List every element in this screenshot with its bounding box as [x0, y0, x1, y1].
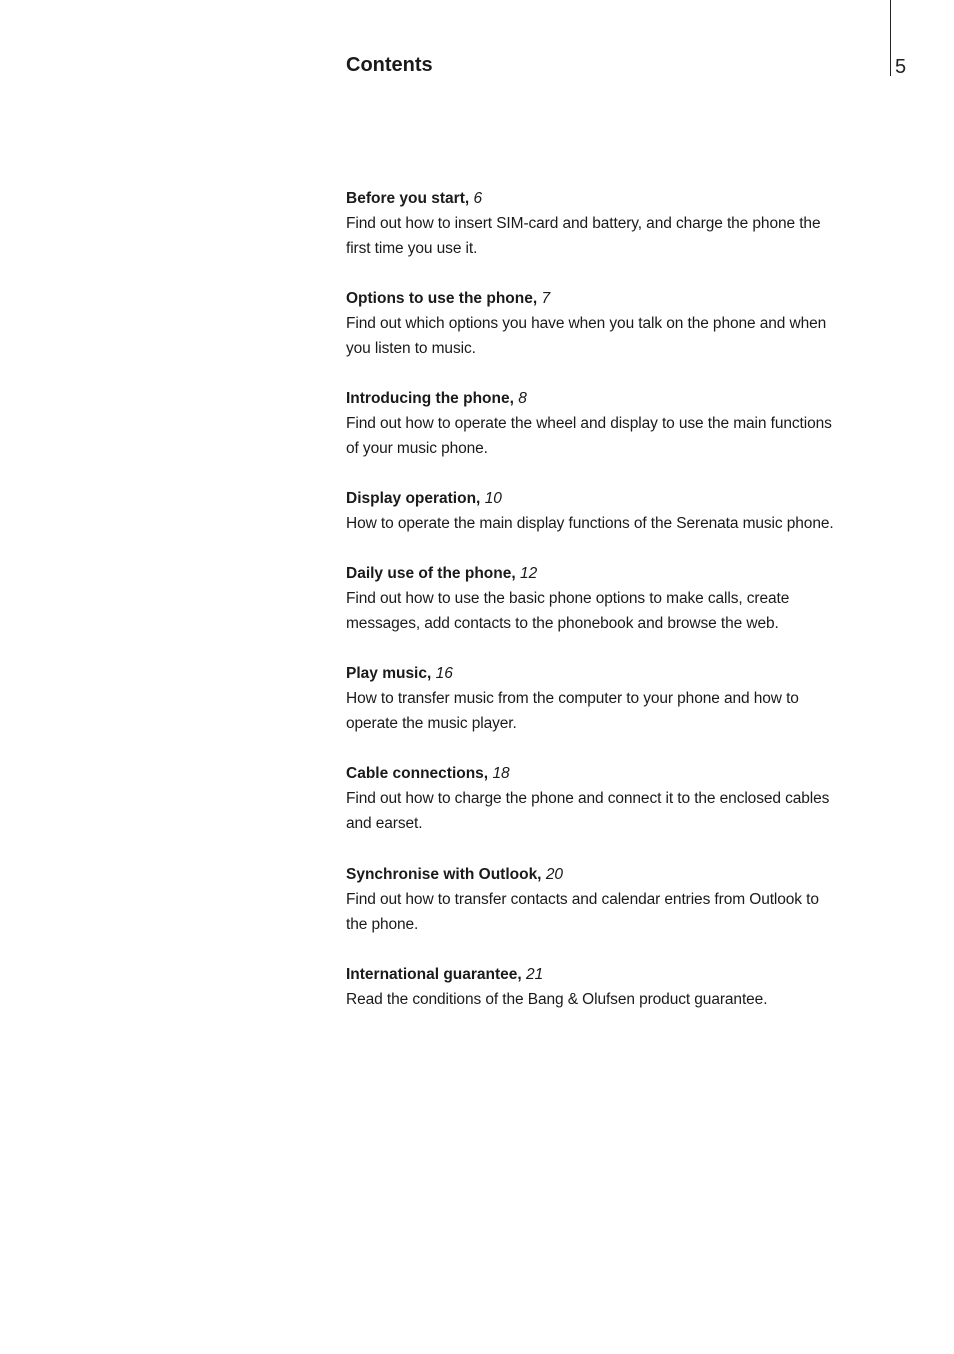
toc-entry: [346, 286, 906, 361]
entry-description-line: and earset.: [346, 815, 423, 832]
entry-page-number: 7: [541, 290, 551, 307]
entry-description-line: Find out which options you have when you talk on the phone and when: [346, 315, 827, 332]
entry-description-line: Find out how to transfer contacts and calendar entries from Outlook to: [346, 891, 819, 908]
entry-title-text: Play music,: [346, 665, 432, 682]
toc-entry-title: [346, 761, 906, 786]
page-number: 5: [895, 56, 907, 78]
entry-title-text: Daily use of the phone,: [346, 565, 516, 582]
entry-description-line: of your music phone.: [346, 440, 488, 457]
entry-title-text: Introducing the phone,: [346, 390, 514, 407]
entry-page-number: 16: [435, 665, 453, 682]
toc-entry-title: [346, 661, 906, 686]
toc-entry-title: [346, 862, 906, 887]
entry-title-text: Cable connections,: [346, 765, 489, 782]
toc-entry-title: [346, 486, 906, 511]
toc-entry: [346, 561, 906, 636]
entry-page-number: 21: [526, 966, 544, 983]
toc-entry-title: [346, 561, 906, 586]
toc-entry-title: [346, 962, 906, 987]
entry-title-text: Before you start,: [346, 190, 470, 207]
page-title: Contents: [346, 54, 433, 76]
entry-title-text: Display operation,: [346, 490, 481, 507]
entry-page-number: 6: [473, 190, 483, 207]
entry-description-line: Find out how to use the basic phone options to make calls, create: [346, 590, 790, 607]
toc-entry: [346, 761, 906, 836]
entry-description-line: Read the conditions of the Bang & Olufsen product guarantee.: [346, 991, 768, 1008]
entry-description-line: Find out how to insert SIM-card and battery, and charge the phone the: [346, 215, 821, 232]
entry-page-number: 10: [484, 490, 502, 507]
toc-entry-title: [346, 386, 906, 411]
entry-description-line: Find out how to operate the wheel and display to use the main functions: [346, 415, 832, 432]
entry-description-line: you listen to music.: [346, 340, 476, 357]
toc-entry: [346, 186, 906, 261]
entry-description-line: messages, add contacts to the phonebook and browse the web.: [346, 615, 779, 632]
entry-description-line: How to operate the main display functions of the Serenata music phone.: [346, 515, 834, 532]
entry-description-line: operate the music player.: [346, 715, 517, 732]
entry-description-line: first time you use it.: [346, 240, 478, 257]
toc-entry: [346, 962, 906, 1012]
entry-page-number: 20: [545, 866, 564, 883]
header-rule: [890, 0, 891, 76]
toc-entry: [346, 486, 906, 536]
entry-title-text: International guarantee,: [346, 966, 522, 983]
toc-entry-title: [346, 286, 906, 311]
entry-title-text: Options to use the phone,: [346, 290, 538, 307]
entry-description-line: Find out how to charge the phone and connect it to the enclosed cables: [346, 790, 830, 807]
entry-page-number: 12: [519, 565, 538, 582]
toc-entry: [346, 862, 906, 937]
toc-entry: [346, 661, 906, 736]
entry-page-number: 18: [492, 765, 510, 782]
entry-description-line: the phone.: [346, 916, 419, 933]
entry-description-line: How to transfer music from the computer to your phone and how to: [346, 690, 799, 707]
toc-entry: [346, 386, 906, 461]
entry-title-text: Synchronise with Outlook,: [346, 866, 542, 883]
toc-entry-title: [346, 186, 906, 211]
entry-page-number: 8: [518, 390, 527, 407]
